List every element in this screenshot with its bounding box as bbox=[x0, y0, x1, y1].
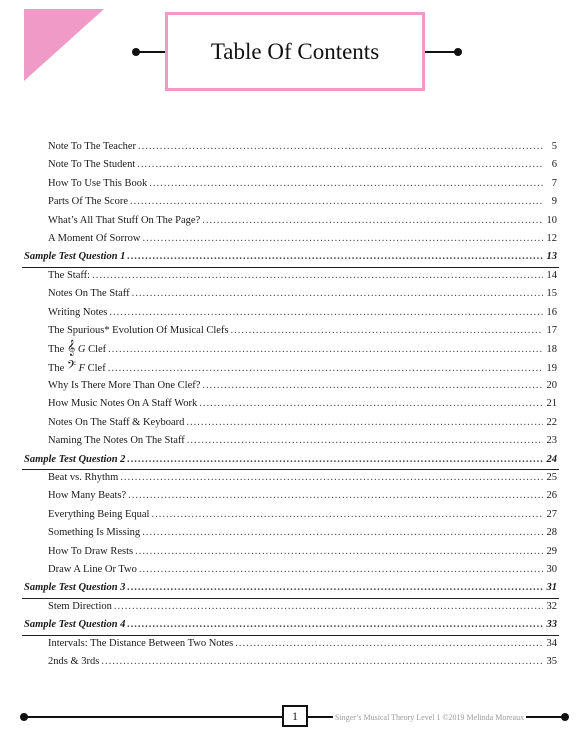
toc-entry-label: What’s All That Stuff On The Page? bbox=[48, 214, 201, 226]
toc-entry-label: A Moment Of Sorrow bbox=[48, 232, 141, 244]
dot-leader bbox=[127, 619, 543, 630]
dot-leader bbox=[202, 380, 543, 391]
toc-page-number: 14 bbox=[546, 269, 557, 281]
toc-entry-label: Why Is There More Than One Clef? bbox=[48, 380, 201, 392]
toc-entry-label bbox=[48, 340, 107, 357]
toc-entry[interactable] bbox=[0, 270, 577, 288]
dot-leader bbox=[199, 398, 543, 409]
toc-section-label: Sample Test Question 2 bbox=[24, 453, 126, 465]
toc-section-entry[interactable] bbox=[0, 582, 577, 600]
toc-page-number: 26 bbox=[546, 490, 557, 502]
dot-leader bbox=[138, 141, 543, 152]
dot-leader bbox=[108, 363, 543, 374]
dot-leader bbox=[114, 601, 543, 612]
toc-entry-label: Beat vs. Rhythm bbox=[48, 472, 119, 484]
dot-leader bbox=[132, 288, 543, 299]
toc-entry[interactable] bbox=[0, 638, 577, 656]
table-of-contents bbox=[0, 141, 577, 674]
header-rule-left-dot bbox=[132, 48, 140, 56]
toc-page-number: 12 bbox=[546, 232, 557, 244]
toc-entry[interactable] bbox=[0, 509, 577, 527]
title-box bbox=[165, 12, 425, 91]
toc-section-entry[interactable] bbox=[0, 454, 577, 472]
header-rule-left bbox=[136, 51, 168, 53]
toc-entry[interactable] bbox=[0, 564, 577, 582]
dot-leader bbox=[128, 490, 543, 501]
dot-leader bbox=[127, 251, 543, 262]
toc-entry[interactable] bbox=[0, 435, 577, 453]
toc-entry[interactable] bbox=[0, 141, 577, 159]
toc-entry[interactable] bbox=[0, 233, 577, 251]
dot-leader bbox=[101, 656, 543, 667]
toc-section-label: Sample Test Question 3 bbox=[24, 582, 126, 594]
toc-entry-label: Stem Direction bbox=[48, 600, 112, 612]
footer-rule-left-dot bbox=[20, 713, 28, 721]
page-title: Table Of Contents bbox=[210, 38, 380, 64]
toc-entry-label: The Staff: bbox=[48, 269, 91, 281]
toc-entry-label: 2nds & 3rds bbox=[48, 655, 100, 667]
toc-entry-suffix: Clef bbox=[88, 344, 107, 356]
toc-entry[interactable] bbox=[0, 601, 577, 619]
toc-section-label: Sample Test Question 1 bbox=[24, 251, 126, 263]
toc-page-number: 32 bbox=[546, 600, 557, 612]
dot-leader bbox=[120, 472, 543, 483]
clef-letter: G bbox=[77, 344, 86, 356]
toc-page-number: 9 bbox=[551, 196, 557, 208]
dot-leader bbox=[127, 582, 543, 593]
toc-section-entry[interactable] bbox=[0, 619, 577, 637]
toc-page-number: 5 bbox=[551, 141, 557, 152]
toc-page-number: 34 bbox=[546, 637, 557, 649]
toc-page-number: 21 bbox=[546, 398, 557, 410]
toc-entry[interactable] bbox=[0, 527, 577, 545]
toc-entry-label: How Music Notes On A Staff Work bbox=[48, 398, 198, 410]
toc-entry-label: Draw A Line Or Two bbox=[48, 563, 137, 575]
toc-entry-label bbox=[48, 358, 106, 375]
dot-leader bbox=[137, 159, 543, 170]
toc-entry-label: The Spurious* Evolution Of Musical Clefs bbox=[48, 324, 229, 336]
toc-entry[interactable] bbox=[0, 472, 577, 490]
toc-entry-label: Note To The Student bbox=[48, 159, 136, 171]
toc-section-label: Sample Test Question 4 bbox=[24, 619, 126, 631]
dot-leader bbox=[231, 325, 543, 336]
toc-entry[interactable] bbox=[0, 398, 577, 416]
toc-entry-label: Notes On The Staff & Keyboard bbox=[48, 416, 185, 428]
toc-page-number: 31 bbox=[546, 582, 557, 594]
clef-letter: F bbox=[78, 362, 86, 374]
dot-leader bbox=[142, 233, 543, 244]
toc-page-number: 18 bbox=[546, 344, 557, 356]
toc-page-number: 35 bbox=[546, 655, 557, 667]
dot-leader bbox=[149, 178, 543, 189]
dot-leader bbox=[235, 638, 543, 649]
dot-leader bbox=[139, 564, 543, 575]
corner-triangle-decoration bbox=[24, 9, 104, 81]
toc-section-entry[interactable] bbox=[0, 251, 577, 269]
toc-entry[interactable] bbox=[0, 178, 577, 196]
toc-entry-label: Intervals: The Distance Between Two Notes bbox=[48, 637, 234, 649]
toc-page-number: 13 bbox=[546, 251, 557, 263]
dot-leader bbox=[108, 344, 543, 355]
dot-leader bbox=[186, 417, 543, 428]
dot-leader bbox=[92, 270, 543, 281]
toc-entry-label: Everything Being Equal bbox=[48, 508, 150, 520]
toc-entry[interactable] bbox=[0, 325, 577, 343]
dot-leader bbox=[127, 454, 543, 465]
toc-page-number: 16 bbox=[546, 306, 557, 318]
toc-entry[interactable] bbox=[0, 380, 577, 398]
toc-page-number: 30 bbox=[546, 563, 557, 575]
toc-page-number: 24 bbox=[546, 453, 557, 465]
toc-page-number: 25 bbox=[546, 472, 557, 484]
toc-page-number: 7 bbox=[551, 177, 557, 189]
toc-entry[interactable] bbox=[0, 215, 577, 233]
toc-entry[interactable] bbox=[0, 358, 577, 380]
toc-entry-label: Naming The Notes On The Staff bbox=[48, 435, 185, 447]
toc-page-number: 27 bbox=[546, 508, 557, 520]
toc-page-number: 19 bbox=[546, 362, 557, 374]
dot-leader bbox=[135, 546, 543, 557]
toc-entry-label: Note To The Teacher bbox=[48, 141, 137, 152]
toc-entry-label: Something Is Missing bbox=[48, 527, 141, 539]
toc-entry[interactable] bbox=[0, 307, 577, 325]
toc-page-number: 20 bbox=[546, 380, 557, 392]
page-number: 1 bbox=[282, 705, 308, 727]
header-rule-right-dot bbox=[454, 48, 462, 56]
toc-entry-label: How To Draw Rests bbox=[48, 545, 134, 557]
toc-entry[interactable] bbox=[0, 340, 577, 361]
dot-leader bbox=[151, 509, 543, 520]
toc-entry[interactable] bbox=[0, 159, 577, 177]
toc-entry[interactable] bbox=[0, 288, 577, 306]
toc-entry[interactable] bbox=[0, 196, 577, 214]
toc-entry-label: Parts Of The Score bbox=[48, 196, 128, 208]
toc-entry-label: Notes On The Staff bbox=[48, 288, 130, 300]
toc-entry[interactable] bbox=[0, 417, 577, 435]
toc-entry[interactable] bbox=[0, 656, 577, 674]
footer-credit: Singer’s Musical Theory Level 1 ©2019 Melinda Moreaux bbox=[335, 713, 525, 722]
toc-page-number: 6 bbox=[551, 159, 557, 171]
treble-clef-icon: 𝄞 bbox=[66, 340, 76, 357]
toc-page-number: 15 bbox=[546, 288, 557, 300]
bass-clef-icon: 𝄢 bbox=[66, 358, 76, 375]
toc-page-number: 10 bbox=[546, 214, 557, 226]
dot-leader bbox=[130, 196, 543, 207]
toc-entry-prefix: The bbox=[48, 362, 65, 374]
toc-entry[interactable] bbox=[0, 546, 577, 564]
header-rule-right bbox=[422, 51, 458, 53]
toc-page-number: 28 bbox=[546, 527, 557, 539]
toc-page-number: 17 bbox=[546, 324, 557, 336]
dot-leader bbox=[187, 435, 543, 446]
dot-leader bbox=[142, 527, 543, 538]
dot-leader bbox=[109, 307, 543, 318]
footer-rule-right-dot bbox=[561, 713, 569, 721]
toc-page-number: 23 bbox=[546, 435, 557, 447]
toc-entry-label: How To Use This Book bbox=[48, 177, 148, 189]
toc-page-number: 22 bbox=[546, 416, 557, 428]
toc-entry-label: Writing Notes bbox=[48, 306, 108, 318]
dot-leader bbox=[202, 215, 543, 226]
toc-page-number: 29 bbox=[546, 545, 557, 557]
toc-entry-prefix: The bbox=[48, 344, 65, 356]
toc-entry[interactable] bbox=[0, 490, 577, 508]
toc-entry-label: How Many Beats? bbox=[48, 490, 127, 502]
toc-page-number: 33 bbox=[546, 619, 557, 631]
toc-entry-suffix: Clef bbox=[87, 362, 106, 374]
